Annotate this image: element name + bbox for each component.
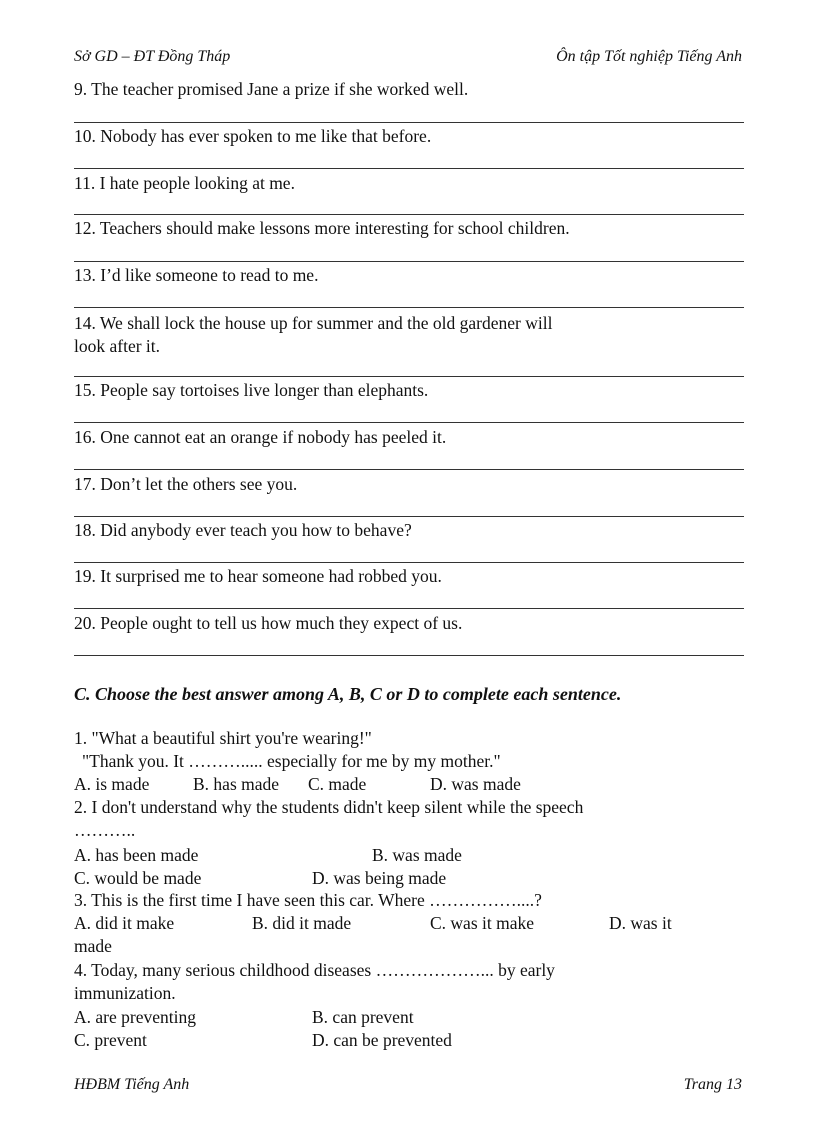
exercise-item-19: 19. It surprised me to hear someone had robbed you. xyxy=(74,566,442,586)
answer-line xyxy=(74,168,744,169)
question-4-stem: 4. Today, many serious childhood diseases ………………... by early xyxy=(74,960,555,980)
question-1-stem: 1. "What a beautiful shirt you're wearing!" xyxy=(74,728,372,748)
question-1-option-b: B. has made xyxy=(193,774,280,794)
exercise-item-17: 17. Don’t let the others see you. xyxy=(74,474,298,494)
question-2-option-d: D. was being made xyxy=(312,868,447,888)
question-4-option-d: D. can be prevented xyxy=(312,1030,452,1050)
question-3-option-c: C. was it make xyxy=(430,913,535,933)
exercise-item-14-line2: look after it. xyxy=(74,336,161,356)
answer-line xyxy=(74,608,744,609)
question-1-option-a: A. is made xyxy=(74,774,150,794)
question-4-option-c: C. prevent xyxy=(74,1030,147,1050)
question-3-stem: 3. This is the first time I have seen this car. Where ……………....? xyxy=(74,890,542,910)
exercise-item-18: 18. Did anybody ever teach you how to behave? xyxy=(74,520,412,540)
exercise-item-15: 15. People say tortoises live longer than elephants. xyxy=(74,380,429,400)
question-3-option-b: B. did it made xyxy=(252,913,352,933)
exercise-item-9: 9. The teacher promised Jane a prize if she worked well. xyxy=(74,79,469,99)
exercise-item-12: 12. Teachers should make lessons more interesting for school children. xyxy=(74,218,570,238)
question-4-stem-cont: immunization. xyxy=(74,983,176,1003)
answer-line xyxy=(74,376,744,377)
question-1-reply: "Thank you. It ………..... especially for me by my mother." xyxy=(82,751,501,771)
question-1-option-d: D. was made xyxy=(430,774,521,794)
answer-line xyxy=(74,562,744,563)
question-1-option-c: C. made xyxy=(308,774,367,794)
question-2-option-b: B. was made xyxy=(372,845,462,865)
page-number: Trang 13 xyxy=(683,1076,742,1093)
answer-line xyxy=(74,516,744,517)
question-2-stem: 2. I don't understand why the students didn't keep silent while the speech xyxy=(74,797,584,817)
question-2-option-c: C. would be made xyxy=(74,868,202,888)
exercise-item-11: 11. I hate people looking at me. xyxy=(74,173,295,193)
exercise-item-14-line1: 14. We shall lock the house up for summer and the old gardener will xyxy=(74,313,553,333)
question-4-option-a: A. are preventing xyxy=(74,1007,196,1027)
answer-line xyxy=(74,469,744,470)
question-3-option-a: A. did it make xyxy=(74,913,175,933)
question-4-option-b: B. can prevent xyxy=(312,1007,414,1027)
answer-line xyxy=(74,214,744,215)
question-3-option-d-cont: made xyxy=(74,936,112,956)
answer-line xyxy=(74,307,744,308)
answer-line xyxy=(74,422,744,423)
exercise-item-16: 16. One cannot eat an orange if nobody has peeled it. xyxy=(74,427,447,447)
answer-line xyxy=(74,261,744,262)
answer-line xyxy=(74,122,744,123)
question-3-option-d: D. was it xyxy=(609,913,672,933)
section-c-heading: C. Choose the best answer among A, B, C or D to complete each sentence. xyxy=(74,684,622,704)
question-2-option-a: A. has been made xyxy=(74,845,199,865)
header-right: Ôn tập Tốt nghiệp Tiếng Anh xyxy=(556,48,742,65)
exercise-item-13: 13. I’d like someone to read to me. xyxy=(74,265,319,285)
exercise-item-10: 10. Nobody has ever spoken to me like that before. xyxy=(74,126,432,146)
answer-line xyxy=(74,655,744,656)
header-left: Sở GD – ĐT Đồng Tháp xyxy=(74,48,231,65)
question-2-stem-cont: ……….. xyxy=(74,820,136,840)
footer-left: HĐBM Tiếng Anh xyxy=(74,1076,190,1093)
exercise-item-20: 20. People ought to tell us how much they expect of us. xyxy=(74,613,463,633)
